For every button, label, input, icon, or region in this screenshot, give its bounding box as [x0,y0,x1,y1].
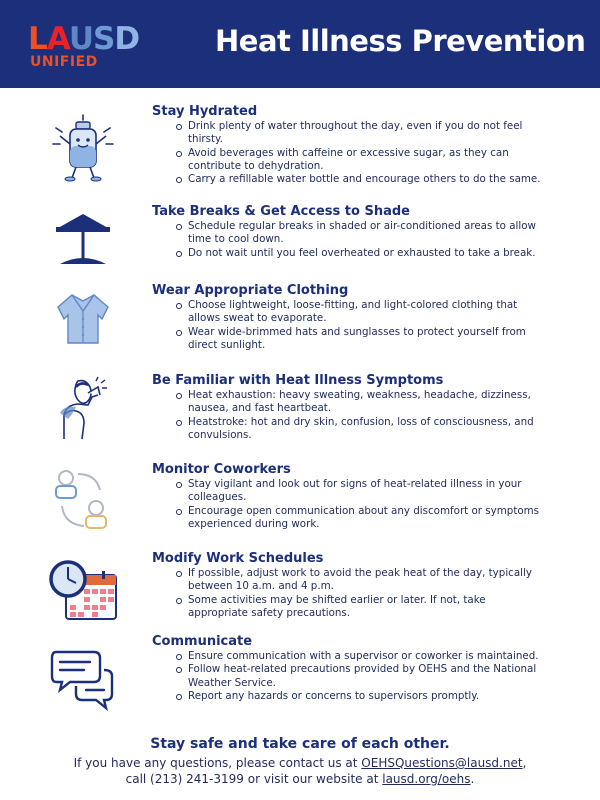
logo-subtitle: UNIFIED [30,54,98,70]
bullet-item: If possible, adjust work to avoid the peak heat of the day, typically between 10 a.m. and 4 p.m. [176,567,548,594]
section-title: Stay Hydrated [152,104,258,119]
bullet-item: Drink plenty of water throughout the day, even if you do not feel thirsty. [176,120,548,147]
section-title: Communicate [152,634,253,649]
bullet-list [176,567,548,620]
bullet-list [176,650,548,703]
section-title: Be Familiar with Heat Illness Symptoms [152,373,444,388]
header-banner [0,0,600,88]
footer-text: , [522,756,527,770]
coworkers-icon [48,466,118,536]
person-headache-icon [48,375,118,445]
email-link[interactable]: OEHSQuestions@lausd.net [361,756,523,770]
bullet-item: Schedule regular breaks in shaded or air-conditioned areas to allow time to cool down. [176,220,548,247]
footer-website-line [0,772,600,786]
bullet-item: Report any hazards or concerns to supervisors promptly. [176,690,548,703]
bullet-item: Follow heat-related precautions provided by OEHS and the National Weather Service. [176,663,548,690]
water-bottle-icon [48,114,118,184]
bullet-item: Carry a refillable water bottle and encourage others to do the same. [176,173,548,186]
footer-contact-line [0,756,600,770]
bullet-list [176,389,548,442]
chat-bubbles-icon [48,644,118,714]
bullet-item: Encourage open communication about any discomfort or symptoms experienced during work. [176,505,548,532]
logo-wordmark: LAUSD [28,21,140,57]
bullet-list [176,299,548,352]
bullet-item: Ensure communication with a supervisor or coworker is maintained. [176,650,548,663]
lausd-logo [28,22,188,74]
footer-text: call (213) 241-3199 or visit our website at [125,772,383,786]
footer-tagline: Stay safe and take care of each other. [150,736,450,752]
footer-text: . [470,772,475,786]
bullet-item: Do not wait until you feel overheated or exhausted to take a break. [176,247,548,260]
page-title: Heat Illness Prevention [215,24,586,58]
bullet-item: Avoid beverages with caffeine or excessive sugar, as they can contribute to dehydration. [176,147,548,174]
section-title: Wear Appropriate Clothing [152,283,349,298]
bullet-item: Choose lightweight, loose-fitting, and light-colored clothing that allows sweat to evaporate. [176,299,548,326]
bullet-item: Wear wide-brimmed hats and sunglasses to protect yourself from direct sunlight. [176,326,548,353]
bullet-item: Heat exhaustion: heavy sweating, weakness, headache, dizziness, nausea, and fast heartbeat. [176,389,548,416]
bullet-item: Some activities may be shifted earlier or later. If not, take appropriate safety precautions. [176,594,548,621]
bullet-list [176,220,548,260]
clock-calendar-icon [48,555,118,625]
bullet-list [176,120,548,186]
bullet-list [176,478,548,531]
shirt-icon [48,285,118,355]
section-title: Take Breaks & Get Access to Shade [152,204,410,219]
bullet-item: Heatstroke: hot and dry skin, confusion, loss of consciousness, and convulsions. [176,416,548,443]
bullet-item: Stay vigilant and look out for signs of heat-related illness in your colleagues. [176,478,548,505]
footer-text: If you have any questions, please contact us at [73,756,362,770]
website-link[interactable]: lausd.org/oehs [382,772,471,786]
section-title: Monitor Coworkers [152,462,291,477]
section-title: Modify Work Schedules [152,551,324,566]
umbrella-shade-icon [48,206,118,276]
